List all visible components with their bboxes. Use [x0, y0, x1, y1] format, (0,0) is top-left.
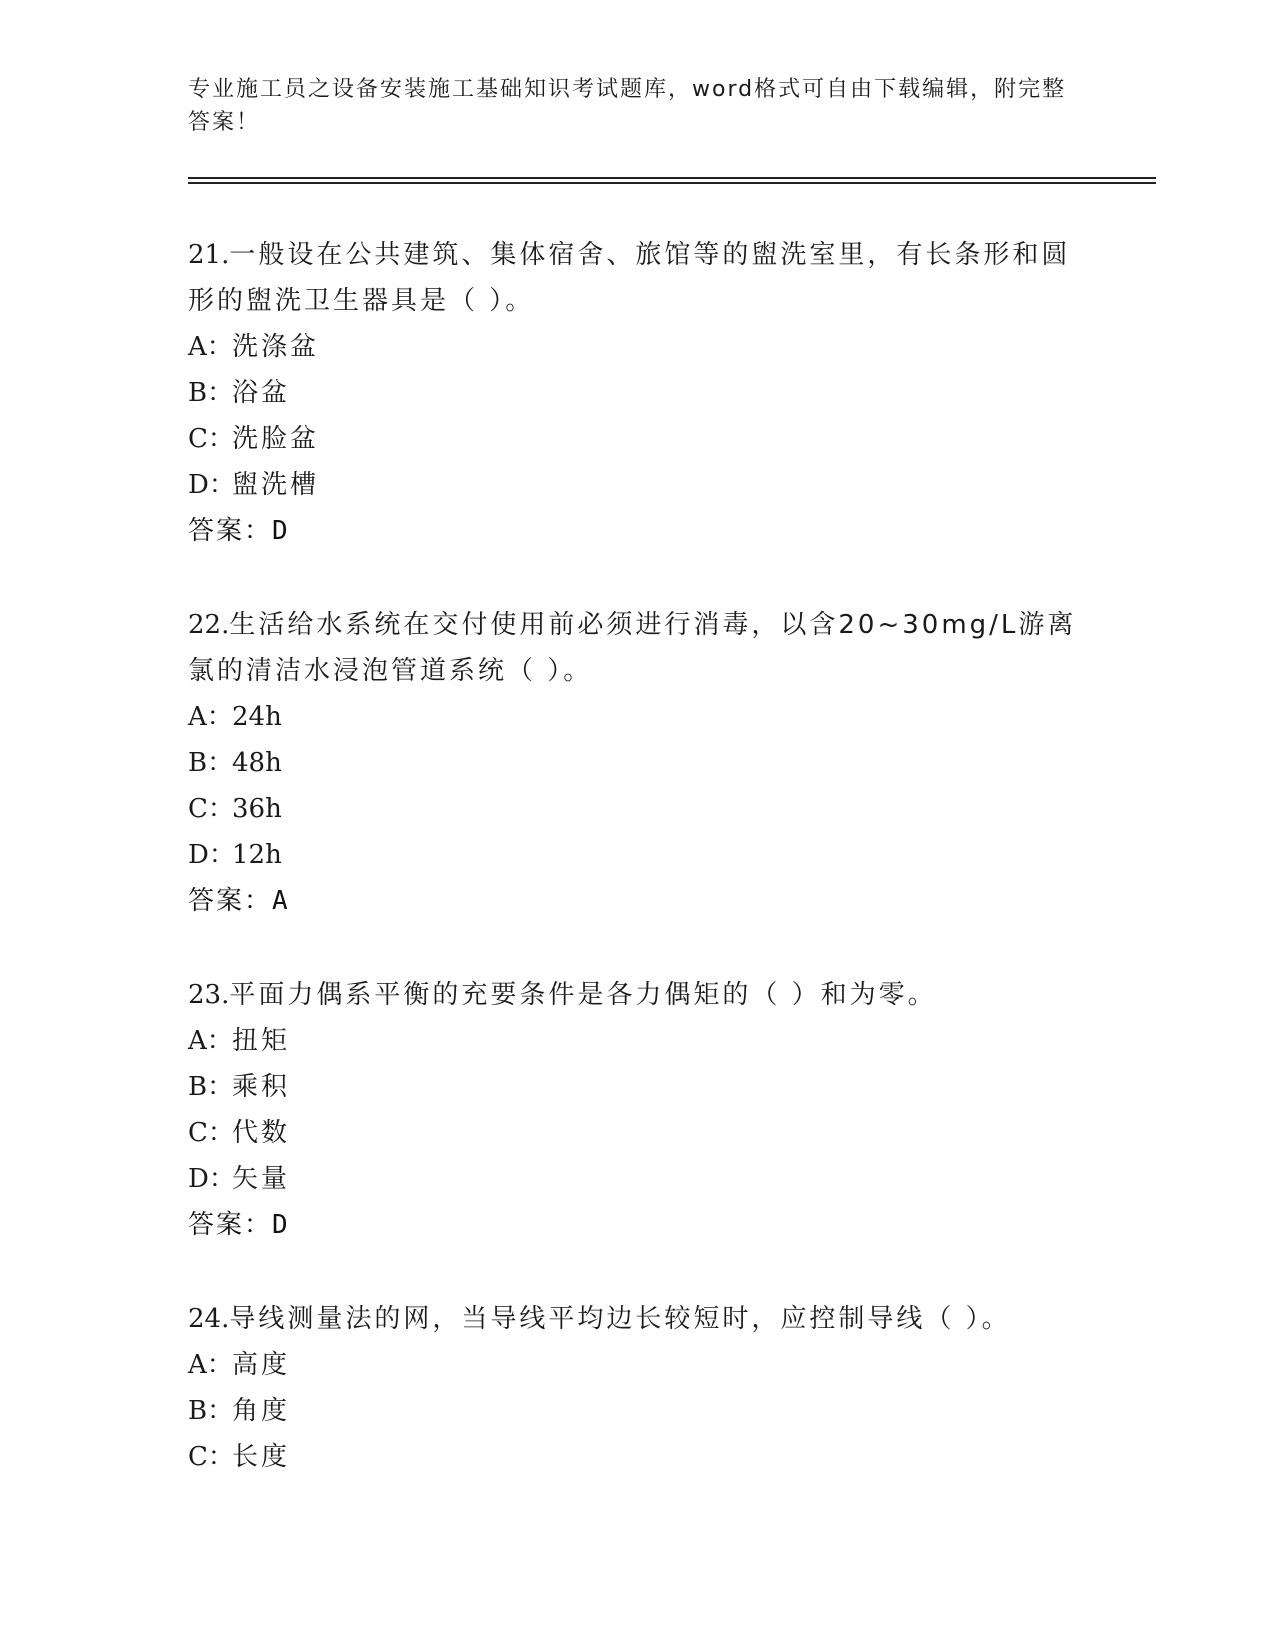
answer-label: 答案：: [188, 1210, 273, 1240]
option-key: A：: [188, 1026, 233, 1056]
question-21: [188, 232, 1088, 554]
question-number: 23.: [188, 980, 230, 1010]
option-c: [188, 1434, 1088, 1480]
option-text: 乘积: [232, 1072, 291, 1102]
option-key: D：: [188, 1164, 235, 1194]
option-c: [188, 416, 1088, 462]
option-text: 扭矩: [232, 1026, 291, 1056]
option-a: [188, 694, 1088, 740]
document-header: 专业施工员之设备安装施工基础知识考试题库，word格式可自由下载编辑，附完整答案！: [188, 77, 1067, 135]
question-text: 生活给水系统在交付使用前必须进行消毒，以含20~30mg/L游离氯的清洁水浸泡管道系统（ ）。: [188, 610, 1077, 686]
option-text: 洗涤盆: [232, 332, 320, 362]
header-rule-top: [188, 177, 1156, 179]
option-text: 24h: [232, 702, 282, 732]
option-text: 洗脸盆: [232, 424, 320, 454]
question-text: 一般设在公共建筑、集体宿舍、旅馆等的盥洗室里，有长条形和圆形的盥洗卫生器具是（ ）。: [188, 240, 1071, 316]
option-key: C：: [188, 424, 234, 454]
option-text: 浴盆: [232, 378, 291, 408]
option-a: [188, 1342, 1088, 1388]
question-text: 平面力偶系平衡的充要条件是各力偶矩的（ ）和为零。: [229, 980, 937, 1010]
option-key: A：: [188, 702, 233, 732]
option-key: C：: [188, 794, 234, 824]
question-stem: [188, 972, 1088, 1018]
option-b: [188, 1388, 1088, 1434]
option-key: D：: [188, 840, 235, 870]
option-b: [188, 370, 1088, 416]
option-d: [188, 462, 1088, 508]
question-list: [188, 232, 1088, 1528]
option-key: D：: [188, 470, 235, 500]
option-text: 代数: [232, 1118, 291, 1148]
option-text: 高度: [232, 1350, 291, 1380]
option-text: 矢量: [232, 1164, 291, 1194]
question-24: [188, 1296, 1088, 1480]
option-key: A：: [188, 1350, 233, 1380]
option-key: C：: [188, 1442, 234, 1472]
option-d: [188, 1156, 1088, 1202]
option-text: 角度: [232, 1396, 291, 1426]
option-key: A：: [188, 332, 233, 362]
answer-value: D: [272, 516, 290, 546]
header-rule-bottom: [188, 182, 1156, 184]
answer-line: [188, 508, 1088, 554]
question-number: 22.: [188, 610, 230, 640]
option-text: 长度: [232, 1442, 291, 1472]
option-text: 12h: [232, 840, 282, 870]
option-a: [188, 324, 1088, 370]
option-key: B：: [188, 378, 234, 408]
question-text: 导线测量法的网，当导线平均边长较短时，应控制导线（ ）。: [229, 1304, 1011, 1334]
question-stem: [188, 602, 1088, 694]
question-stem: [188, 1296, 1088, 1342]
option-text: 48h: [232, 748, 282, 778]
option-b: [188, 740, 1088, 786]
option-b: [188, 1064, 1088, 1110]
question-23: [188, 972, 1088, 1248]
option-c: [188, 786, 1088, 832]
option-d: [188, 832, 1088, 878]
answer-value: D: [272, 1210, 290, 1240]
answer-line: [188, 878, 1088, 924]
option-text: 36h: [232, 794, 282, 824]
option-key: B：: [188, 1396, 234, 1426]
option-key: C：: [188, 1118, 234, 1148]
option-c: [188, 1110, 1088, 1156]
answer-label: 答案：: [188, 886, 273, 916]
question-number: 21.: [188, 240, 230, 270]
answer-label: 答案：: [188, 516, 273, 546]
answer-value: A: [272, 886, 290, 916]
question-stem: [188, 232, 1088, 324]
option-key: B：: [188, 748, 234, 778]
question-number: 24.: [188, 1304, 230, 1334]
question-22: [188, 602, 1088, 924]
option-a: [188, 1018, 1088, 1064]
option-text: 盥洗槽: [232, 470, 320, 500]
answer-line: [188, 1202, 1088, 1248]
option-key: B：: [188, 1072, 234, 1102]
